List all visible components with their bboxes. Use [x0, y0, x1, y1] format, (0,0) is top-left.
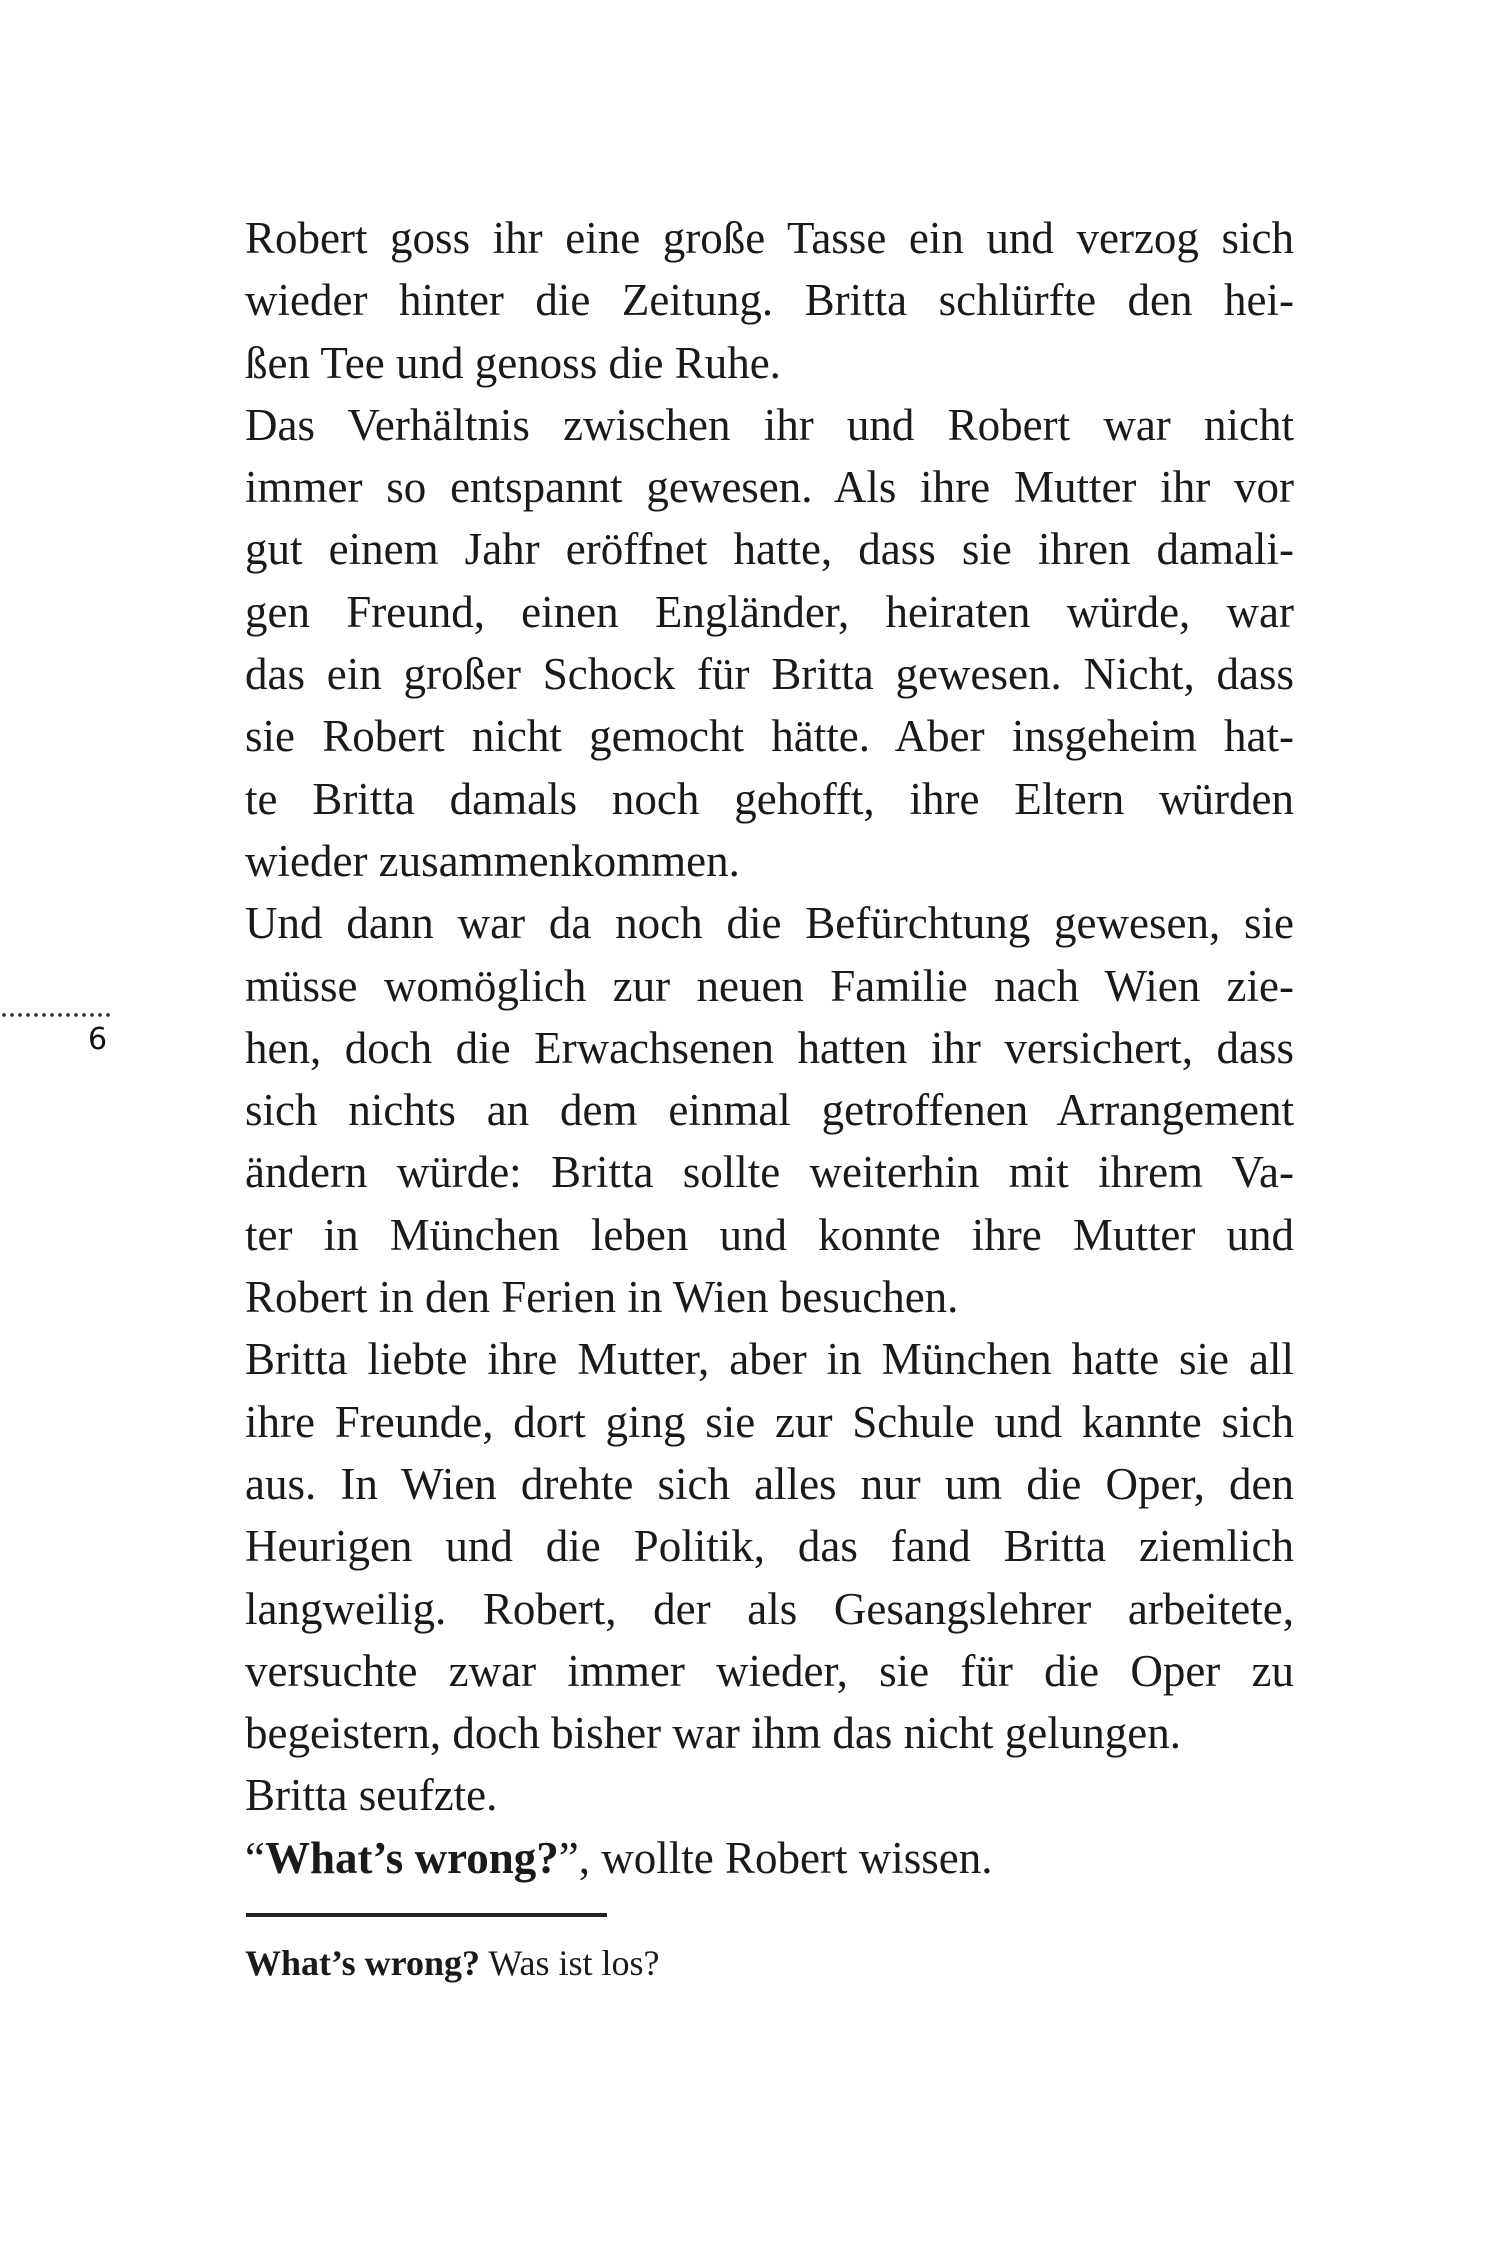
text-line: langweilig. Robert, der als Gesangslehrer arbeitete,	[245, 1583, 1294, 1634]
text-line: wieder zusammenkommen.	[245, 835, 740, 886]
open-quote: “	[245, 1832, 265, 1883]
text-line: Robert in den Ferien in Wien besuchen.	[245, 1272, 959, 1323]
text-line: versuchte zwar immer wieder, sie für die Oper zu	[245, 1645, 1294, 1696]
text-line: sie Robert nicht gemocht hätte. Aber insgeheim hat-	[245, 711, 1294, 762]
text-line: Robert goss ihr eine große Tasse ein und verzog sich	[245, 213, 1294, 263]
text-line: begeistern, doch bisher war ihm das nicht gelungen.	[245, 1708, 1181, 1759]
text-line: immer so entspannt gewesen. Als ihre Mutter ihr vor	[245, 462, 1294, 513]
footnote-term: What’s wrong?	[245, 1943, 481, 1983]
text-line: Heurigen und die Politik, das fand Britta ziemlich	[245, 1521, 1294, 1572]
text-line: Britta liebte ihre Mutter, aber in München hatte sie all	[245, 1334, 1294, 1385]
footnote-rule	[246, 1913, 607, 1917]
text-line: ter in München leben und konnte ihre Mutter und	[245, 1209, 1294, 1260]
folio-dotted-rule	[0, 1013, 112, 1017]
text-line: ändern würde: Britta sollte weiterhin mit ihrem Va-	[245, 1147, 1294, 1198]
text-line: Britta seufzte.	[245, 1770, 498, 1821]
text-line: gen Freund, einen Engländer, heiraten würde, war	[245, 586, 1294, 637]
dialogue-line	[245, 1827, 1294, 1889]
text-line: gut einem Jahr eröffnet hatte, dass sie ihren damali-	[245, 524, 1294, 575]
text-line: ihre Freunde, dort ging sie zur Schule und kannte sich	[245, 1396, 1294, 1447]
text-line: Und dann war da noch die Befürchtung gewesen, sie	[245, 898, 1294, 949]
text-line: das ein großer Schock für Britta gewesen. Nicht, dass	[245, 649, 1294, 700]
text-line: hen, doch die Erwachsenen hatten ihr versichert, dass	[245, 1022, 1294, 1073]
text-line: wieder hinter die Zeitung. Britta schlürfte den hei-	[245, 275, 1294, 326]
text-line: Das Verhältnis zwischen ihr und Robert war nicht	[245, 399, 1294, 450]
footnote	[245, 1940, 659, 1986]
dialogue-rest: ”, wollte Robert wissen.	[558, 1832, 993, 1883]
body-text	[245, 207, 1294, 1889]
english-phrase: What’s wrong?	[264, 1832, 559, 1883]
text-line: aus. In Wien drehte sich alles nur um die Oper, den	[245, 1458, 1294, 1509]
text-line: müsse womöglich zur neuen Familie nach Wien zie-	[245, 960, 1294, 1011]
text-line: ßen Tee und genoss die Ruhe.	[245, 337, 781, 388]
text-line: te Britta damals noch gehofft, ihre Eltern würden	[245, 773, 1294, 824]
footnote-translation: Was ist los?	[488, 1943, 660, 1983]
page-number: 6	[88, 1022, 108, 1057]
text-line: sich nichts an dem einmal getroffenen Arrangement	[245, 1085, 1294, 1136]
